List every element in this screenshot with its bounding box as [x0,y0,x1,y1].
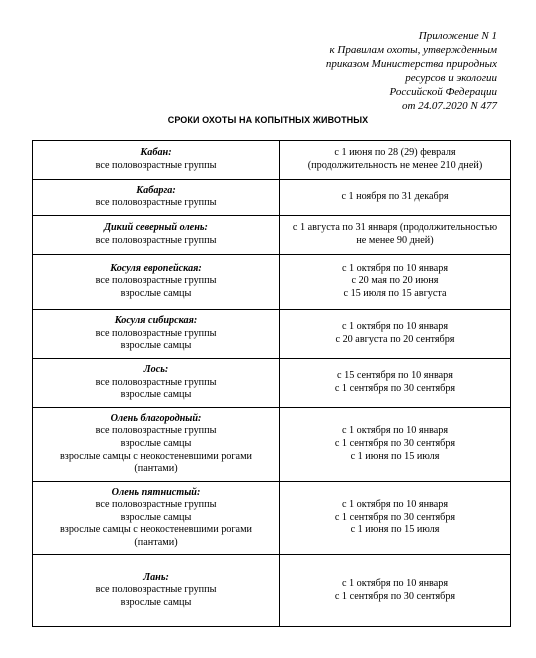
period-cell [280,481,511,555]
animal-cell [33,309,280,358]
age-sex-group: все половозрастные группы [95,376,217,388]
age-sex-group: все половозрастные группы [95,499,217,511]
table-row [33,254,511,309]
table-row [33,358,511,407]
hunting-seasons-table [32,140,511,627]
age-sex-group: (пантами) [134,463,178,475]
animal-cell [33,215,280,254]
appendix-line: к Правилам охоты, утвержденным [329,43,497,56]
animal-name: Олень пятнистый: [111,486,201,498]
period-cell [280,179,511,215]
hunting-period: с 1 сентября по 30 сентября [334,511,456,523]
age-sex-group: все половозрастные группы [95,234,217,246]
animal-cell [33,358,280,407]
age-sex-group: взрослые самцы [120,389,192,401]
document-title: СРОКИ ОХОТЫ НА КОПЫТНЫХ ЖИВОТНЫХ [167,115,369,125]
period-cell [280,215,511,254]
animal-name: Олень благородный: [110,412,202,424]
period-cell [280,141,511,180]
appendix-line: от 24.07.2020 N 477 [401,99,497,112]
appendix-line: ресурсов и экологии [405,71,497,84]
hunting-period: с 1 октября по 10 января [341,262,449,274]
table-row [33,481,511,555]
hunting-period: с 15 июля по 15 августа [343,287,447,299]
hunting-period: с 1 сентября по 30 сентября [334,438,456,450]
age-sex-group: взрослые самцы [120,438,192,450]
age-sex-group: взрослые самцы [120,511,192,523]
hunting-period: с 1 августа по 31 января (продолжительностью [292,222,498,234]
period-cell [280,254,511,309]
table-row [33,408,511,482]
period-cell [280,358,511,407]
age-sex-group: все половозрастные группы [95,327,217,339]
table-body [33,141,511,627]
animal-name: Лань: [143,571,169,583]
age-sex-group: все половозрастные группы [95,275,217,287]
animal-cell [33,555,280,627]
hunting-period: не менее 90 дней) [356,234,434,246]
animal-name: Косуля европейская: [110,262,202,274]
age-sex-group: все половозрастные группы [95,584,217,596]
period-cell [280,555,511,627]
hunting-period: (продолжительность не менее 210 дней) [307,159,483,171]
age-sex-group: взрослые самцы [120,340,192,352]
age-sex-group: взрослые самцы [120,287,192,299]
hunting-period: с 1 октября по 10 января [341,425,449,437]
age-sex-group: взрослые самцы с неокостеневшими рогами [60,524,252,536]
animal-name: Дикий северный олень: [104,222,208,234]
hunting-period: с 1 ноября по 31 декабря [341,190,449,202]
table-row [33,555,511,627]
hunting-period: с 1 октября по 10 января [341,499,449,511]
appendix-header [237,30,497,113]
animal-cell [33,408,280,482]
hunting-period: с 1 сентября по 30 сентября [334,382,456,394]
appendix-line: Российской Федерации [389,85,497,98]
hunting-period: с 1 июня по 28 (29) февраля [334,147,456,159]
period-cell [280,309,511,358]
hunting-period: с 1 октября по 10 января [341,321,449,333]
animal-cell [33,141,280,180]
age-sex-group: взрослые самцы с неокостеневшими рогами [60,450,252,462]
hunting-period: с 15 сентября по 10 января [337,370,453,382]
table-row [33,141,511,180]
animal-name: Косуля сибирская: [114,314,198,326]
hunting-period: с 20 августа по 20 сентября [335,333,455,345]
age-sex-group: все половозрастные группы [95,197,217,209]
hunting-period: с 1 октября по 10 января [341,578,449,590]
hunting-period: с 20 мая по 20 июня [351,275,439,287]
hunting-period: с 1 июня по 15 июля [350,524,440,536]
animal-name: Кабан: [140,147,172,159]
appendix-line: приказом Министерства природных [325,57,497,70]
animal-name: Кабарга: [136,184,176,196]
animal-cell [33,179,280,215]
age-sex-group: (пантами) [134,536,178,548]
period-cell [280,408,511,482]
table-row [33,179,511,215]
hunting-period: с 1 июня по 15 июля [350,450,440,462]
age-sex-group: все половозрастные группы [95,159,217,171]
animal-name: Лось: [143,364,169,376]
hunting-period: с 1 сентября по 30 сентября [334,590,456,602]
animal-cell [33,481,280,555]
table-row [33,309,511,358]
animal-cell [33,254,280,309]
age-sex-group: все половозрастные группы [95,425,217,437]
appendix-line: Приложение N 1 [418,30,497,42]
table-row [33,215,511,254]
age-sex-group: взрослые самцы [120,596,192,608]
